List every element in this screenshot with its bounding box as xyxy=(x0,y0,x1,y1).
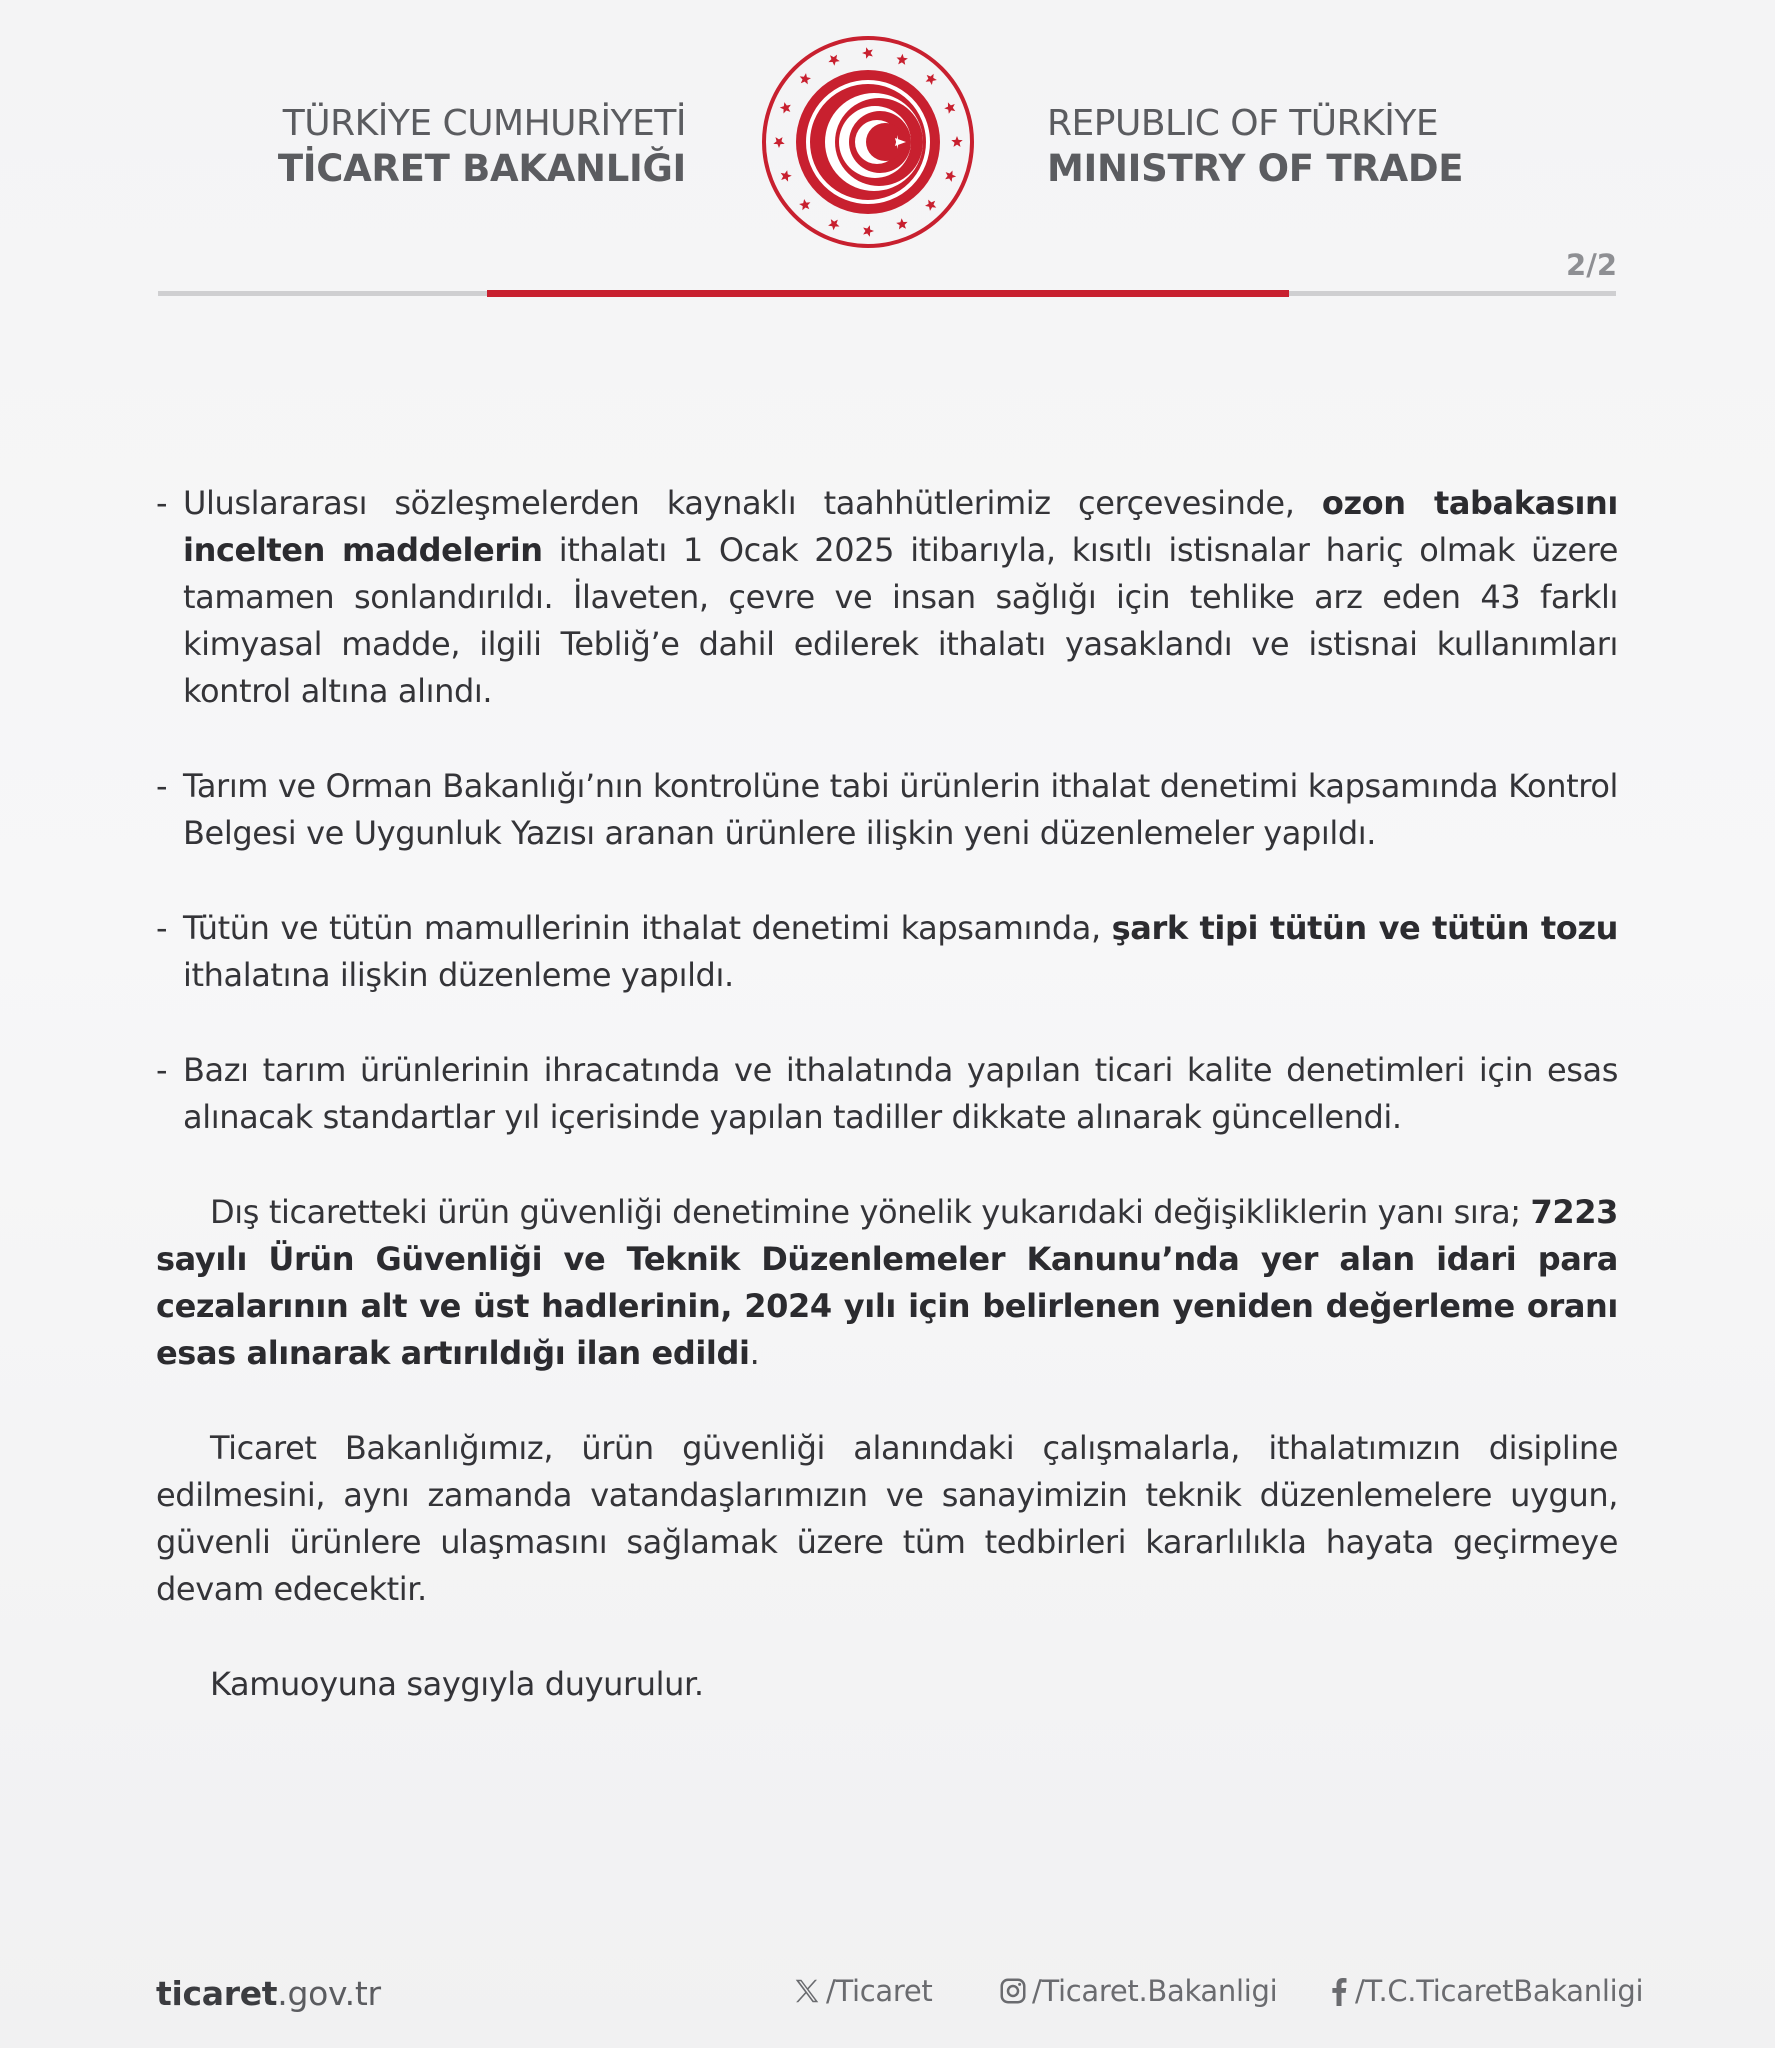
closing-line xyxy=(156,1661,1618,1708)
bullet-dash: - xyxy=(156,767,168,805)
page-number: 2/2 xyxy=(1566,248,1617,282)
list-item xyxy=(156,905,1618,999)
instagram-icon xyxy=(998,1976,1028,2006)
facebook-icon xyxy=(1327,1976,1351,2006)
list-item-text: ithalatına ilişkin düzenleme yapıldı. xyxy=(183,956,734,994)
emblem-star xyxy=(800,73,811,84)
header-turkish xyxy=(200,102,686,192)
x-icon xyxy=(792,1976,822,2006)
header-right-line2: MINISTRY OF TRADE xyxy=(1047,147,1464,190)
emblem-star xyxy=(773,137,784,148)
emblem-star xyxy=(951,136,962,147)
x-handle: /Ticaret xyxy=(826,1974,933,2008)
header-left-line1: TÜRKİYE CUMHURİYETİ xyxy=(282,103,686,144)
facebook-handle: /T.C.TicaretBakanligi xyxy=(1355,1974,1644,2008)
website-domain-rest: .gov.tr xyxy=(277,1974,381,2013)
list-item-emphasis: ozon tabakasını incelten maddelerin xyxy=(183,484,1618,569)
emblem-star xyxy=(862,47,873,58)
emblem-star xyxy=(944,102,955,113)
emblem-star xyxy=(780,102,791,113)
emblem-star xyxy=(896,218,907,229)
paragraph-text: Dış ticaretteki ürün güvenliği denetimine yönelik yukarıdaki değişikliklerin yanı sıra; xyxy=(210,1193,1531,1231)
emblem-star xyxy=(828,55,839,66)
list-item-text: Bazı tarım ürünlerinin ihracatında ve ithalatında yapılan ticari kalite denetimleri için esas alınacak standartlar yıl içerisinde yapılan tadiller dikkate alınarak güncellendi. xyxy=(183,1051,1618,1136)
emblem-star xyxy=(897,54,908,65)
instagram-handle: /Ticaret.Bakanligi xyxy=(1032,1974,1278,2008)
list-item-text: ithalatı 1 Ocak 2025 itibarıyla, kısıtlı istisnalar hariç olmak üzere tamamen sonlandırıldı. İlaveten, çevre ve insan sağlığı için tehlike arz eden 43 farklı kimyasal madde, ilgili Tebliğ’e dahil edilerek ithalatı yasaklandı ve istisnai kullanımları kontrol altına alındı. xyxy=(183,531,1618,710)
instagram-link[interactable] xyxy=(998,1974,1277,2008)
bullet-dash: - xyxy=(156,1051,168,1089)
paragraph xyxy=(156,1425,1618,1613)
emblem-star xyxy=(781,170,792,181)
footer xyxy=(156,1970,1644,2020)
emblem-star xyxy=(799,199,810,210)
bullet-dash: - xyxy=(156,484,168,522)
emblem-star xyxy=(863,225,874,236)
header-english xyxy=(1047,102,1567,192)
header-divider-accent xyxy=(487,290,1289,297)
website-domain-bold: ticaret xyxy=(156,1974,278,2013)
website-link[interactable] xyxy=(156,1974,381,2013)
bullet-dash: - xyxy=(156,909,168,947)
header-left-line2: TİCARET BAKANLIĞI xyxy=(277,147,686,190)
list-item-text: Tarım ve Orman Bakanlığı’nın kontrolüne tabi ürünlerin ithalat denetimi kapsamında Kontrol Belgesi ve Uygunluk Yazısı aranan ürünlere ilişkin yeni düzenlemeler yapıldı. xyxy=(183,767,1618,852)
emblem-star xyxy=(925,200,936,211)
list-item-text: Tütün ve tütün mamullerinin ithalat denetimi kapsamında, xyxy=(183,909,1112,947)
list-item-emphasis: şark tipi tütün ve tütün tozu xyxy=(1111,909,1618,947)
paragraph-emphasis: 7223 sayılı Ürün Güvenliği ve Teknik Düzenlemeler Kanunu’nda yer alan idari para cezalarının alt ve üst hadlerinin, 2024 yılı için belirlenen yeniden değerleme oranı esas alınarak artırıldığı ilan edildi xyxy=(156,1193,1618,1372)
paragraph xyxy=(156,1189,1618,1377)
list-item xyxy=(156,763,1618,857)
ministry-emblem-logo xyxy=(758,32,978,252)
paragraph-text: . xyxy=(749,1334,760,1372)
paragraph-text: Kamuoyuna saygıyla duyurulur. xyxy=(210,1665,704,1703)
paragraph-text: Ticaret Bakanlığımız, ürün güvenliği alanındaki çalışmalarla, ithalatımızın disipline edilmesini, aynı zamanda vatandaşlarımızın ve sanayimizin teknik düzenlemelere uygun, güvenli ürünlere ulaşmasını sağlamak üzere tüm tedbirleri kararlılıkla hayata geçirmeye devam edecektir. xyxy=(156,1429,1618,1608)
emblem-star xyxy=(945,171,956,182)
x-link[interactable] xyxy=(792,1974,932,2008)
announcement-body xyxy=(156,480,1618,1756)
emblem-star xyxy=(828,219,839,230)
facebook-link[interactable] xyxy=(1327,1974,1643,2008)
header-right-line1: REPUBLIC OF TÜRKİYE xyxy=(1047,103,1439,144)
emblem-star xyxy=(926,74,937,85)
list-item-text: Uluslararası sözleşmelerden kaynaklı taahhütlerimiz çerçevesinde, xyxy=(183,484,1322,522)
list-item xyxy=(156,1047,1618,1141)
list-item xyxy=(156,480,1618,715)
